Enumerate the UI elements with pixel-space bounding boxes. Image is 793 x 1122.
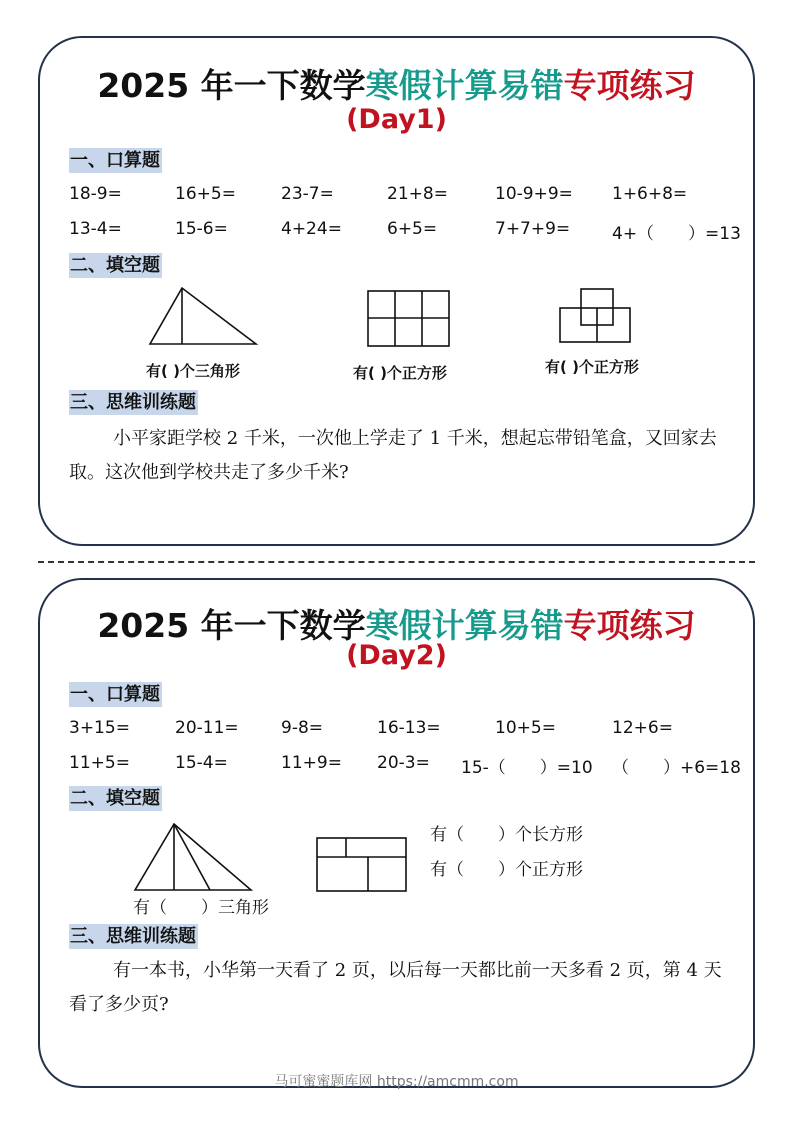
equation: 4+24= xyxy=(281,219,342,239)
equation: 18-9= xyxy=(69,184,122,204)
equation: 23-7= xyxy=(281,184,334,204)
day-label: (Day1) xyxy=(346,104,447,135)
title-part-red: 专项练习 xyxy=(563,66,696,105)
word-problem: 有一本书，小华第一天看了 2 页，以后每一天都比前一天多看 2 页，第 4 天看了多少页? xyxy=(69,960,722,1015)
worksheet-card-day1 xyxy=(38,36,755,546)
equation: 11+5= xyxy=(69,753,130,773)
equation: 15-（ ）=10 xyxy=(461,758,593,778)
overlapping-squares-figure xyxy=(559,288,631,344)
equation: 9-8= xyxy=(281,718,324,738)
equation: 21+8= xyxy=(387,184,448,204)
worksheet-card-day2 xyxy=(38,578,755,1088)
section-heading-oral: 一、口算题 xyxy=(70,150,160,171)
equation: 4+（ ）=13 xyxy=(612,224,741,244)
equation: （ ）+6=18 xyxy=(612,758,741,778)
rectangles-figure xyxy=(316,837,408,893)
footer-watermark: 马可蜜蜜题库网 https://amcmm.com xyxy=(274,1074,519,1090)
equation: 15-6= xyxy=(175,219,228,239)
title-part-teal: 寒假计算易错 xyxy=(365,606,564,645)
shape-label: 有( )个正方形 xyxy=(545,358,639,376)
equation: 15-4= xyxy=(175,753,228,773)
triangle-figure xyxy=(134,822,254,892)
section-heading-thinking: 三、思维训练题 xyxy=(70,392,196,413)
equation: 16-13= xyxy=(377,718,441,738)
word-problem: 小平家距学校 2 千米，一次他上学走了 1 千米，想起忘带铅笔盒，又回家去取。这次他到学校共走了多少千米? xyxy=(69,428,717,483)
grid-squares-figure xyxy=(367,290,451,348)
section-heading-thinking: 三、思维训练题 xyxy=(70,926,196,947)
title-part-dark: 2025 年一下数学 xyxy=(97,66,366,105)
triangle-figure xyxy=(148,286,258,348)
section-heading-fill: 二、填空题 xyxy=(70,255,160,276)
equation: 11+9= xyxy=(281,753,342,773)
section-heading-fill: 二、填空题 xyxy=(70,788,160,809)
equation: 6+5= xyxy=(387,219,438,239)
cut-line-divider xyxy=(38,561,755,563)
equation: 10+5= xyxy=(495,718,556,738)
equation: 10-9+9= xyxy=(495,184,573,204)
day-label: (Day2) xyxy=(346,640,447,671)
equation: 1+6+8= xyxy=(612,184,688,204)
shape-label: 有( )个正方形 xyxy=(353,364,447,382)
equation: 7+7+9= xyxy=(495,219,571,239)
shape-label: 有( )个三角形 xyxy=(146,362,240,380)
shape-label: 有（ ）个长方形 xyxy=(430,825,583,845)
title-part-dark: 2025 年一下数学 xyxy=(97,606,366,645)
title-part-teal: 寒假计算易错 xyxy=(365,66,564,105)
equation: 3+15= xyxy=(69,718,130,738)
equation: 16+5= xyxy=(175,184,236,204)
shape-label: 有（ ）个正方形 xyxy=(430,860,583,880)
title-part-red: 专项练习 xyxy=(563,606,696,645)
equation: 13-4= xyxy=(69,219,122,239)
equation: 20-3= xyxy=(377,753,430,773)
equation: 20-11= xyxy=(175,718,239,738)
worksheet-title xyxy=(40,60,753,107)
shape-label: 有（ ）三角形 xyxy=(133,898,269,918)
equation: 12+6= xyxy=(612,718,673,738)
section-heading-oral: 一、口算题 xyxy=(70,684,160,705)
